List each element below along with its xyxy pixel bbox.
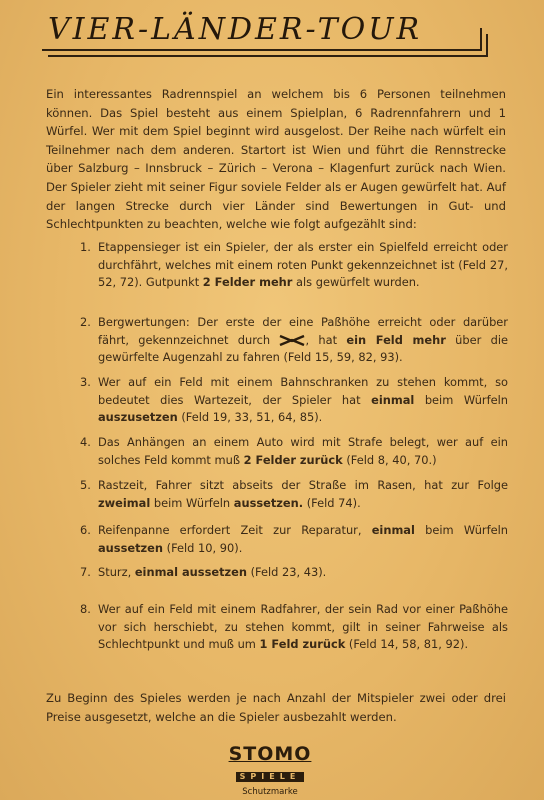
- rule-emphasis: aussetzen.: [233, 495, 304, 510]
- rule-text: Wer auf ein Feld mit einem Bahnschranken zu stehen kommt, so bedeutet dies Wartezeit, der Spieler hat: [98, 375, 508, 407]
- page-title: VIER-LÄNDER-TOUR: [48, 12, 423, 47]
- rule-text: Rastzeit, Fahrer sitzt abseits der Straße im Rasen, hat zur Folge: [98, 478, 508, 492]
- rule-text: Reifenpanne erfordert Zeit zur Reparatur,: [98, 523, 372, 537]
- rule-item: [76, 601, 508, 661]
- rule-item: [76, 374, 508, 434]
- rule-item: [76, 434, 508, 477]
- logo-subline: SPIELE: [236, 772, 305, 782]
- rule-emphasis: 2 Felder zurück: [243, 452, 343, 467]
- title-frame-right: [480, 28, 482, 50]
- rule-text: , hat: [305, 332, 347, 347]
- rule-item: [76, 239, 508, 314]
- rule-emphasis: ein Feld mehr: [346, 332, 446, 347]
- mountain-pass-icon: [279, 334, 305, 346]
- rule-number: 4.: [80, 435, 91, 449]
- rule-text: beim Würfeln: [150, 495, 234, 510]
- title-box: [42, 6, 482, 50]
- rule-text: beim Würfeln: [414, 392, 508, 407]
- brand-logo: [218, 743, 322, 797]
- rule-item: [76, 477, 508, 522]
- rule-text: Das Anhängen an einem Auto wird mit Strafe belegt, wer auf ein solches Feld kommt muß: [98, 435, 508, 467]
- rule-emphasis: 2 Felder mehr: [202, 275, 293, 290]
- rule-emphasis: auszusetzen: [98, 410, 178, 425]
- rule-emphasis: einmal: [371, 392, 415, 407]
- rule-number: 3.: [80, 375, 91, 389]
- intro-paragraph: Ein interessantes Radrennspiel an welchem bis 6 Personen teilnehmen können. Das Spiel besteht aus einem Spielplan, 6 Radrennfahrern und 1 Würfel. Wer mit dem Spiel beginnt wird ausgelost. Der Reihe nach würfelt ein Teilnehmer nach dem anderen. Startort ist Wien und führt die Rennstrecke über Salzburg – Innsbruck – Zürich – Verona – Klagenfurt zurück nach Wien. Der Spieler zieht mit seiner Figur soviele Felder als er Augen gewürfelt hat. Auf der langen Strecke durch vier Länder sind Bewertungen in Gut- und Schlechtpunkten zu beachten, welche wie folgt aufgezählt sind:: [46, 87, 506, 232]
- rule-item: [76, 314, 508, 374]
- rule-text: als gewürfelt wurden.: [292, 275, 420, 290]
- rule-text: (Feld 23, 43).: [246, 565, 327, 579]
- rule-number: 1.: [80, 240, 91, 254]
- rule-emphasis: 1 Feld zurück: [259, 637, 346, 652]
- rule-number: 2.: [80, 315, 91, 329]
- rule-text: (Feld 10, 90).: [163, 540, 243, 555]
- rule-text: (Feld 8, 40, 70.): [342, 452, 437, 467]
- trademark-label: Schutzmarke: [242, 787, 298, 797]
- rule-emphasis: zweimal: [98, 495, 151, 510]
- rule-text: Wer auf ein Feld mit einem Radfahrer, der sein Rad vor einer Paßhöhe vor sich herschiebt, zu stehen kommt, gilt in seiner Fahrweise als Schlechtpunkt und muß um: [98, 602, 508, 652]
- rule-emphasis: einmal: [371, 523, 415, 537]
- rule-text: (Feld 14, 58, 81, 92).: [345, 637, 469, 652]
- rule-text: Etappensieger ist ein Spieler, der als erster ein Spielfeld erreicht oder durchfährt, welches mit einem roten Punkt gekennzeichnet ist (Feld 27, 52, 72). Gutpunkt: [98, 240, 508, 290]
- rule-item: [76, 564, 508, 601]
- rule-text: (Feld 19, 33, 51, 64, 85).: [177, 410, 323, 425]
- rule-text: beim Würfeln: [414, 523, 508, 537]
- rules-list: [76, 239, 508, 661]
- rule-item: [76, 522, 508, 564]
- rule-emphasis: aussetzen: [98, 540, 163, 555]
- rule-emphasis: einmal aussetzen: [134, 565, 247, 579]
- rule-text: Sturz,: [98, 565, 135, 579]
- logo-wordmark: STOMO: [228, 743, 312, 765]
- rule-number: 5.: [80, 478, 91, 492]
- title-frame-shadow-right: [486, 34, 488, 56]
- rule-number: 7.: [80, 565, 91, 579]
- rule-text: (Feld 74).: [303, 495, 361, 510]
- rule-number: 6.: [80, 523, 91, 537]
- title-frame-shadow-bottom: [48, 55, 488, 57]
- rule-number: 8.: [80, 602, 91, 616]
- title-underline: [42, 49, 482, 51]
- rule-text: Bergwertungen: Der erste der eine Paßhöhe erreicht oder darüber fährt, gekennzeichnet durch: [98, 315, 508, 347]
- closing-paragraph: Zu Beginn des Spieles werden je nach Anzahl der Mitspieler zwei oder drei Preise ausgesetzt, welche an die Spieler ausbezahlt werden.: [46, 691, 506, 724]
- rule-text: über die gewürfelte Augenzahl zu fahren (Feld 15, 59, 82, 93).: [98, 332, 508, 365]
